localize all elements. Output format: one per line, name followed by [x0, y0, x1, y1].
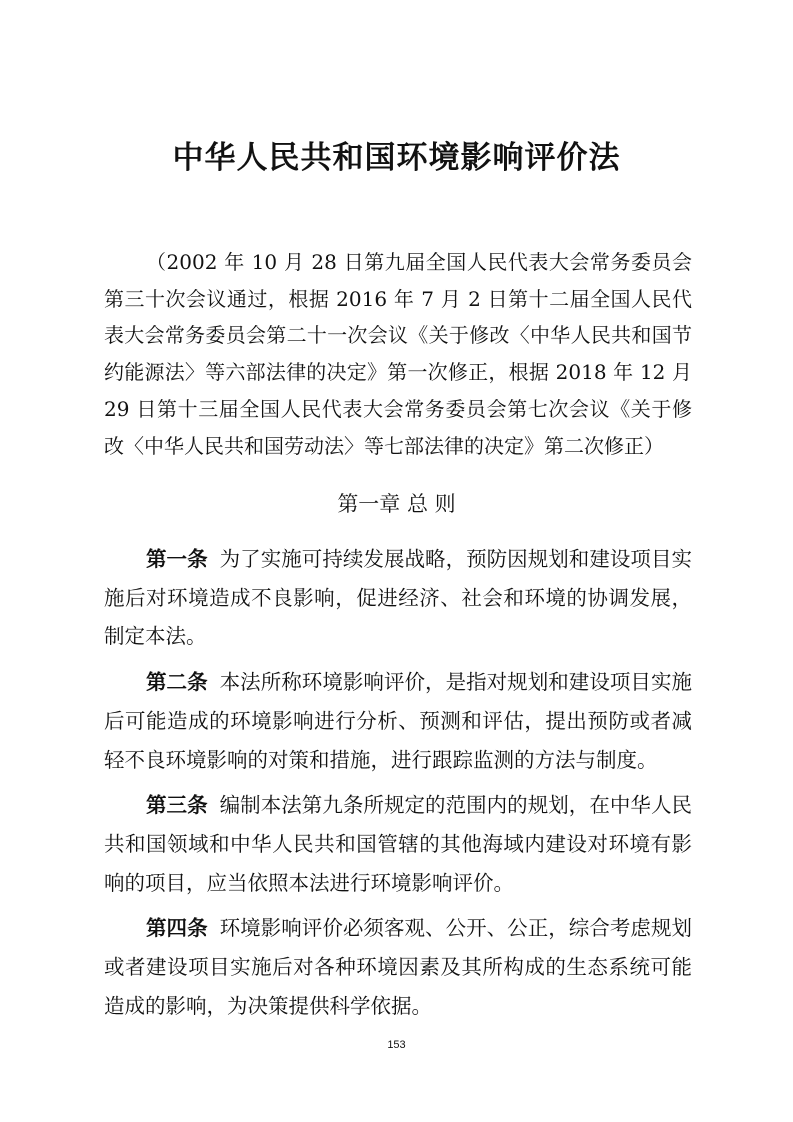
article-label: 第一条 [146, 547, 208, 571]
document-title: 中华人民共和国环境影响评价法 [172, 140, 621, 176]
article-4 [104, 909, 692, 1025]
article-1 [104, 540, 692, 656]
preamble-paragraph: （2002 年 10 月 28 日第九届全国人民代表大会常务委员会第三十次会议通过，根据 2016 年 7 月 2 日第十二届全国人民代表大会常务委员会第二十一次会议《关于修改〈中华人民共和国节约能源法〉等六部法律的决定》第一次修正，根据 2018 年 12 月 29 日第十三届全国人民代表大会常务委员会第七次会议《关于修改〈中华人民共和国劳动法〉等七部法律的决定》第二次修正） [104, 250, 692, 458]
article-text: 为了实施可持续发展战略，预防因规划和建设项目实施后对环境造成不良影响，促进经济、社会和环境的协调发展，制定本法。 [104, 547, 693, 649]
article-3 [104, 786, 692, 902]
article-label: 第三条 [146, 793, 208, 818]
page-number: 153 [387, 1039, 406, 1051]
article-label: 第二条 [146, 670, 208, 695]
article-list [104, 540, 692, 1032]
article-text: 环境影响评价必须客观、公开、公正，综合考虑规划或者建设项目实施后对各种环境因素及其所构成的生态系统可能造成的影响，为决策提供科学依据。 [104, 916, 693, 1018]
article-text: 编制本法第九条所规定的范围内的规划，在中华人民共和国领域和中华人民共和国管辖的其他海域内建设对环境有影响的项目，应当依照本法进行环境影响评价。 [104, 793, 693, 895]
chapter-heading: 第一章 总 则 [337, 492, 456, 516]
article-text: 本法所称环境影响评价，是指对规划和建设项目实施后可能造成的环境影响进行分析、预测和评估，提出预防或者减轻不良环境影响的对策和措施，进行跟踪监测的方法与制度。 [104, 670, 693, 772]
article-2 [104, 663, 692, 779]
article-label: 第四条 [146, 916, 208, 941]
